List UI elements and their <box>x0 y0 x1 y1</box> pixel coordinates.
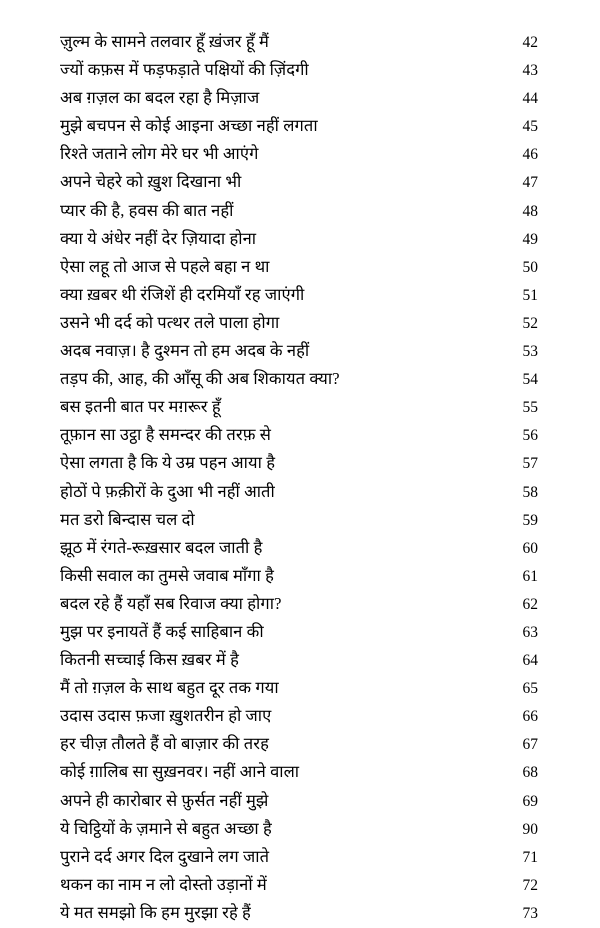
toc-entry-page-number: 44 <box>522 90 538 108</box>
toc-entry-title: मुझे बचपन से कोई आइना अच्छा नहीं लगता <box>60 116 318 136</box>
toc-entry[interactable] <box>0 562 600 590</box>
toc-entry-title: क्या ये अंधेर नहीं देर ज़ियादा होना <box>60 228 257 248</box>
toc-entry[interactable] <box>0 674 600 702</box>
toc-entry-title: झूठ में रंगते-रूख़सार बदल जाती है <box>60 537 263 557</box>
toc-entry-title: मुझ पर इनायतें हैं कई साहिबान की <box>60 621 264 641</box>
toc-entry[interactable] <box>0 618 600 646</box>
toc-entry-title: मत डरो बिन्दास चल दो <box>60 509 195 529</box>
toc-entry-page-number: 65 <box>522 680 538 698</box>
toc-entry-page-number: 63 <box>522 623 538 641</box>
toc-entry-page-number: 46 <box>522 146 538 164</box>
toc-entry-page-number: 59 <box>522 511 538 529</box>
toc-entry-title: ऐसा लगता है कि ये उम्र पहन आया है <box>60 453 276 473</box>
toc-entry[interactable] <box>0 478 600 506</box>
toc-entry[interactable] <box>0 309 600 337</box>
toc-entry[interactable] <box>0 197 600 225</box>
toc-entry[interactable] <box>0 702 600 730</box>
toc-entry[interactable] <box>0 449 600 477</box>
toc-entry-title: हर चीज़ तौलते हैं वो बाज़ार की तरह <box>60 734 269 754</box>
toc-entry-page-number: 60 <box>522 539 538 557</box>
toc-entry-page-number: 51 <box>522 286 538 304</box>
toc-entry-title: उदास उदास फ़जा ख़ुशतरीन हो जाए <box>60 706 272 726</box>
toc-entry[interactable] <box>0 365 600 393</box>
toc-entry-title: क्या ख़बर थी रंजिशें ही दरमियाँ रह जाएंगी <box>60 284 305 304</box>
toc-entry-page-number: 72 <box>522 876 538 894</box>
toc-entry[interactable] <box>0 225 600 253</box>
toc-entry[interactable] <box>0 337 600 365</box>
toc-entry-title: अब ग़ज़ल का बदल रहा है मिज़ाज <box>60 88 260 108</box>
toc-entry-page-number: 69 <box>522 792 538 810</box>
toc-entry-page-number: 57 <box>522 455 538 473</box>
toc-entry[interactable] <box>0 421 600 449</box>
toc-entry[interactable] <box>0 758 600 786</box>
toc-entry[interactable] <box>0 506 600 534</box>
toc-entry[interactable] <box>0 899 600 927</box>
toc-entry[interactable] <box>0 112 600 140</box>
toc-entry-page-number: 42 <box>522 34 538 51</box>
toc-entry-title: ज्यों कफ़स में फड़फड़ाते पक्षियों की ज़िंदगी <box>60 60 309 80</box>
toc-entry-page-number: 90 <box>522 820 538 838</box>
toc-entry-title: बदल रहे हैं यहाँ सब रिवाज क्या होगा? <box>60 593 282 613</box>
toc-entry-title: अपने चेहरे को ख़ुश दिखाना भी <box>60 172 242 192</box>
toc-entry[interactable] <box>0 534 600 562</box>
toc-entry-title: ज़ुल्म के सामने तलवार हूँ ख़ंजर हूँ मैं <box>60 32 269 51</box>
toc-entry[interactable] <box>0 140 600 168</box>
toc-entry-title: प्यार की है, हवस की बात नहीं <box>60 200 234 220</box>
toc-entry[interactable] <box>0 56 600 84</box>
toc-entry[interactable] <box>0 646 600 674</box>
toc-entry-title: थकन का नाम न लो दोस्तो उड़ानों में <box>60 874 267 894</box>
toc-entry-page-number: 52 <box>522 314 538 332</box>
toc-entry-title: तड़प की, आह, की आँसू की अब शिकायत क्या? <box>60 369 340 389</box>
toc-entry[interactable] <box>0 787 600 815</box>
toc-entry[interactable] <box>0 168 600 196</box>
toc-entry[interactable] <box>0 871 600 899</box>
toc-entry-page-number: 58 <box>522 483 538 501</box>
toc-entry-page-number: 45 <box>522 118 538 136</box>
toc-entry-page-number: 61 <box>522 567 538 585</box>
toc-entry-title: उसने भी दर्द को पत्थर तले पाला होगा <box>60 312 280 332</box>
toc-entry-title: कितनी सच्चाई किस ख़बर में है <box>60 650 239 670</box>
toc-entry-page-number: 67 <box>522 736 538 754</box>
toc-entry-title: किसी सवाल का तुमसे जवाब माँगा है <box>60 565 274 585</box>
toc-entry-title: ऐसा लहू तो आज से पहले बहा न था <box>60 256 270 276</box>
toc-entry[interactable] <box>0 590 600 618</box>
toc-entry[interactable] <box>0 393 600 421</box>
toc-entry-page-number: 53 <box>522 343 538 361</box>
toc-entry-title: ये चिट्ठियों के ज़माने से बहुत अच्छा है <box>60 818 272 838</box>
toc-entry-page-number: 62 <box>522 595 538 613</box>
toc-entry-page-number: 73 <box>522 904 538 922</box>
toc-entry-title: अदब नवाज़। है दुश्मन तो हम अदब के नहीं <box>60 341 310 361</box>
toc-entry-page-number: 43 <box>522 62 538 80</box>
toc-entry-page-number: 71 <box>522 848 538 866</box>
toc-entry[interactable] <box>0 253 600 281</box>
toc-entry-page-number: 66 <box>522 708 538 726</box>
toc-entry[interactable] <box>0 28 600 56</box>
toc-entry-page-number: 49 <box>522 230 538 248</box>
toc-entry-page-number: 50 <box>522 258 538 276</box>
toc-entry[interactable] <box>0 843 600 871</box>
toc-entry-title: अपने ही कारोबार से फ़ुर्सत नहीं मुझे <box>60 790 269 810</box>
toc-entry-page-number: 54 <box>522 371 538 389</box>
toc-entry-title: मैं तो ग़ज़ल के साथ बहुत दूर तक गया <box>60 678 279 698</box>
toc-entry-title: तूफ़ान सा उट्ठा है समन्दर की तरफ़ से <box>60 425 272 445</box>
toc-entry-title: होठों पे फ़क़ीरों के दुआ भी नहीं आती <box>60 481 275 501</box>
toc-entry-page-number: 56 <box>522 427 538 445</box>
toc-entry-page-number: 68 <box>522 764 538 782</box>
toc-entry-page-number: 48 <box>522 202 538 220</box>
toc-entry-title: पुराने दर्द अगर दिल दुखाने लग जाते <box>60 846 270 866</box>
toc-entry[interactable] <box>0 815 600 843</box>
toc-entry[interactable] <box>0 730 600 758</box>
toc-entry-page-number: 64 <box>522 652 538 670</box>
toc-entry[interactable] <box>0 84 600 112</box>
toc-entry-title: बस इतनी बात पर मग़रूर हूँ <box>60 397 221 417</box>
toc-entry-page-number: 55 <box>522 399 538 417</box>
table-of-contents-list <box>0 28 600 927</box>
toc-entry-title: रिश्ते जताने लोग मेरे घर भी आएंगे <box>60 144 259 164</box>
toc-entry[interactable] <box>0 281 600 309</box>
toc-entry-title: ये मत समझो कि हम मुरझा रहे हैं <box>60 902 251 922</box>
toc-entry-title: कोई ग़ालिब सा सुख़नवर। नहीं आने वाला <box>60 762 300 782</box>
toc-entry-page-number: 47 <box>522 174 538 192</box>
